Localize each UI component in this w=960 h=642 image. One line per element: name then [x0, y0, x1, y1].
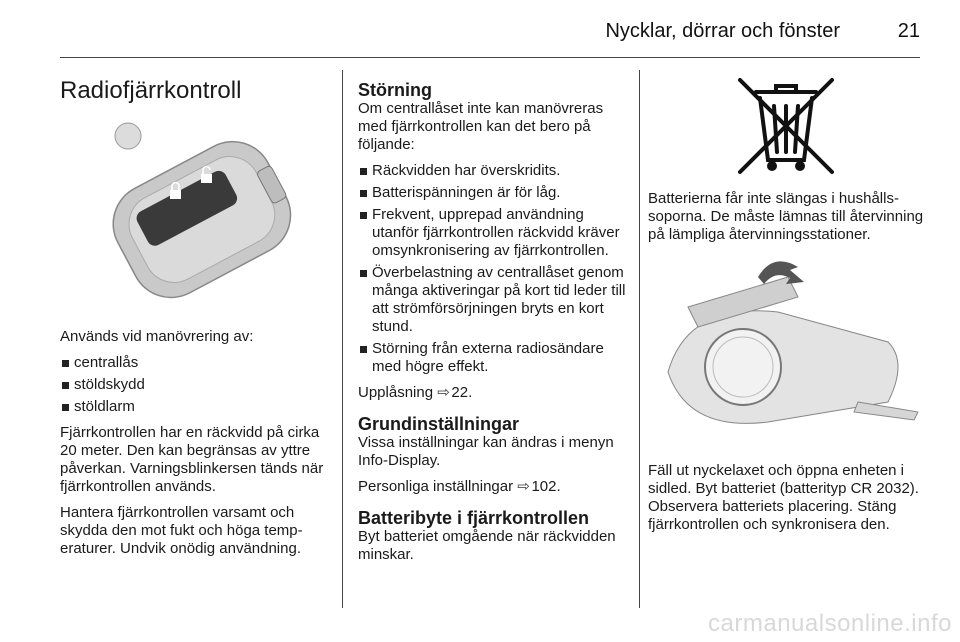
arrow-right-icon: ⇨	[517, 478, 530, 495]
column-divider-1	[342, 70, 343, 608]
list-item: Räckvidden har överskridits.	[358, 162, 626, 180]
personal-settings-reference-page: 102.	[531, 478, 561, 495]
grund-title: Grundinställningar	[358, 414, 520, 434]
storning-title: Störning	[358, 80, 432, 100]
replace-text: Fäll ut nyckelaxet och öppna enheten i sidled. Byt batteriet (batterityp CR 2032). Observera batteriets placering. Stäng fjärrkontrollen och synkronisera den.	[648, 462, 919, 533]
page-header	[60, 12, 920, 60]
column-2	[358, 80, 626, 572]
list-item: centrallås	[60, 354, 328, 372]
personal-settings-reference-text: Personliga inställningar	[358, 478, 514, 495]
personal-settings-reference[interactable]	[358, 478, 626, 496]
column-3	[648, 70, 924, 542]
list-item: Överbelastning av centrallåset genom många aktiveringar på kort tid leder till att strömförsörjningen bryts en kort stund.	[358, 264, 626, 336]
page-number: 21	[897, 20, 920, 42]
battery-text: Byt batteriet omgående när räckvidden minskar.	[358, 528, 616, 563]
battery-replacement-illustration	[648, 252, 924, 452]
column-1	[60, 64, 328, 566]
crossed-bin-icon	[648, 70, 924, 180]
section-title-radio-remote: Radiofjärrkontroll	[60, 77, 242, 104]
list-item: Störning från externa radiosändare med högre effekt.	[358, 340, 626, 376]
header-title: Nycklar, dörrar och fönster	[605, 20, 840, 42]
remote-key-illustration	[60, 106, 328, 326]
list-item: Frekvent, upprepad användning utanför fjärrkontrollen räckvidd kräver omsynkronisering av fjärrkontrollen.	[358, 206, 626, 260]
feature-list	[60, 354, 328, 416]
list-item: stöldlarm	[60, 398, 328, 416]
care-paragraph: Hantera fjärrkontrollen varsamt och skydda den mot fukt och höga temperaturer. Undvik onödig användning.	[60, 504, 303, 557]
header-rule	[60, 57, 920, 58]
watermark: carmanualsonline.info	[708, 610, 952, 637]
range-paragraph: Fjärrkontrollen har en räckvidd på cirka 20 meter. Den kan begränsas av yttre påverkan. Varningsblinkersen tänds när fjärrkontrollen används.	[60, 424, 324, 495]
unlock-reference-page: 22.	[451, 384, 473, 401]
grund-text: Vissa inställningar kan ändras i menyn Info-Display.	[358, 434, 614, 469]
list-item: Batterispänningen är för låg.	[358, 184, 626, 202]
unlock-reference-text: Upplåsning	[358, 384, 434, 401]
list-item: stöldskydd	[60, 376, 328, 394]
arrow-right-icon: ⇨	[437, 384, 450, 401]
unlock-reference[interactable]	[358, 384, 626, 402]
storning-intro: Om centrallåset inte kan manövreras med fjärrkontrollen kan det bero på följande:	[358, 100, 604, 153]
storning-list	[358, 162, 626, 376]
intro-text: Används vid manövrering av:	[60, 328, 254, 345]
battery-title: Batteribyte i fjärrkontrollen	[358, 508, 590, 528]
disposal-text: Batterierna får inte slängas i hushållssoporna. De måste lämnas till återvinning på lämpliga återvinningsstationer.	[648, 190, 924, 243]
column-divider-2	[639, 70, 640, 608]
